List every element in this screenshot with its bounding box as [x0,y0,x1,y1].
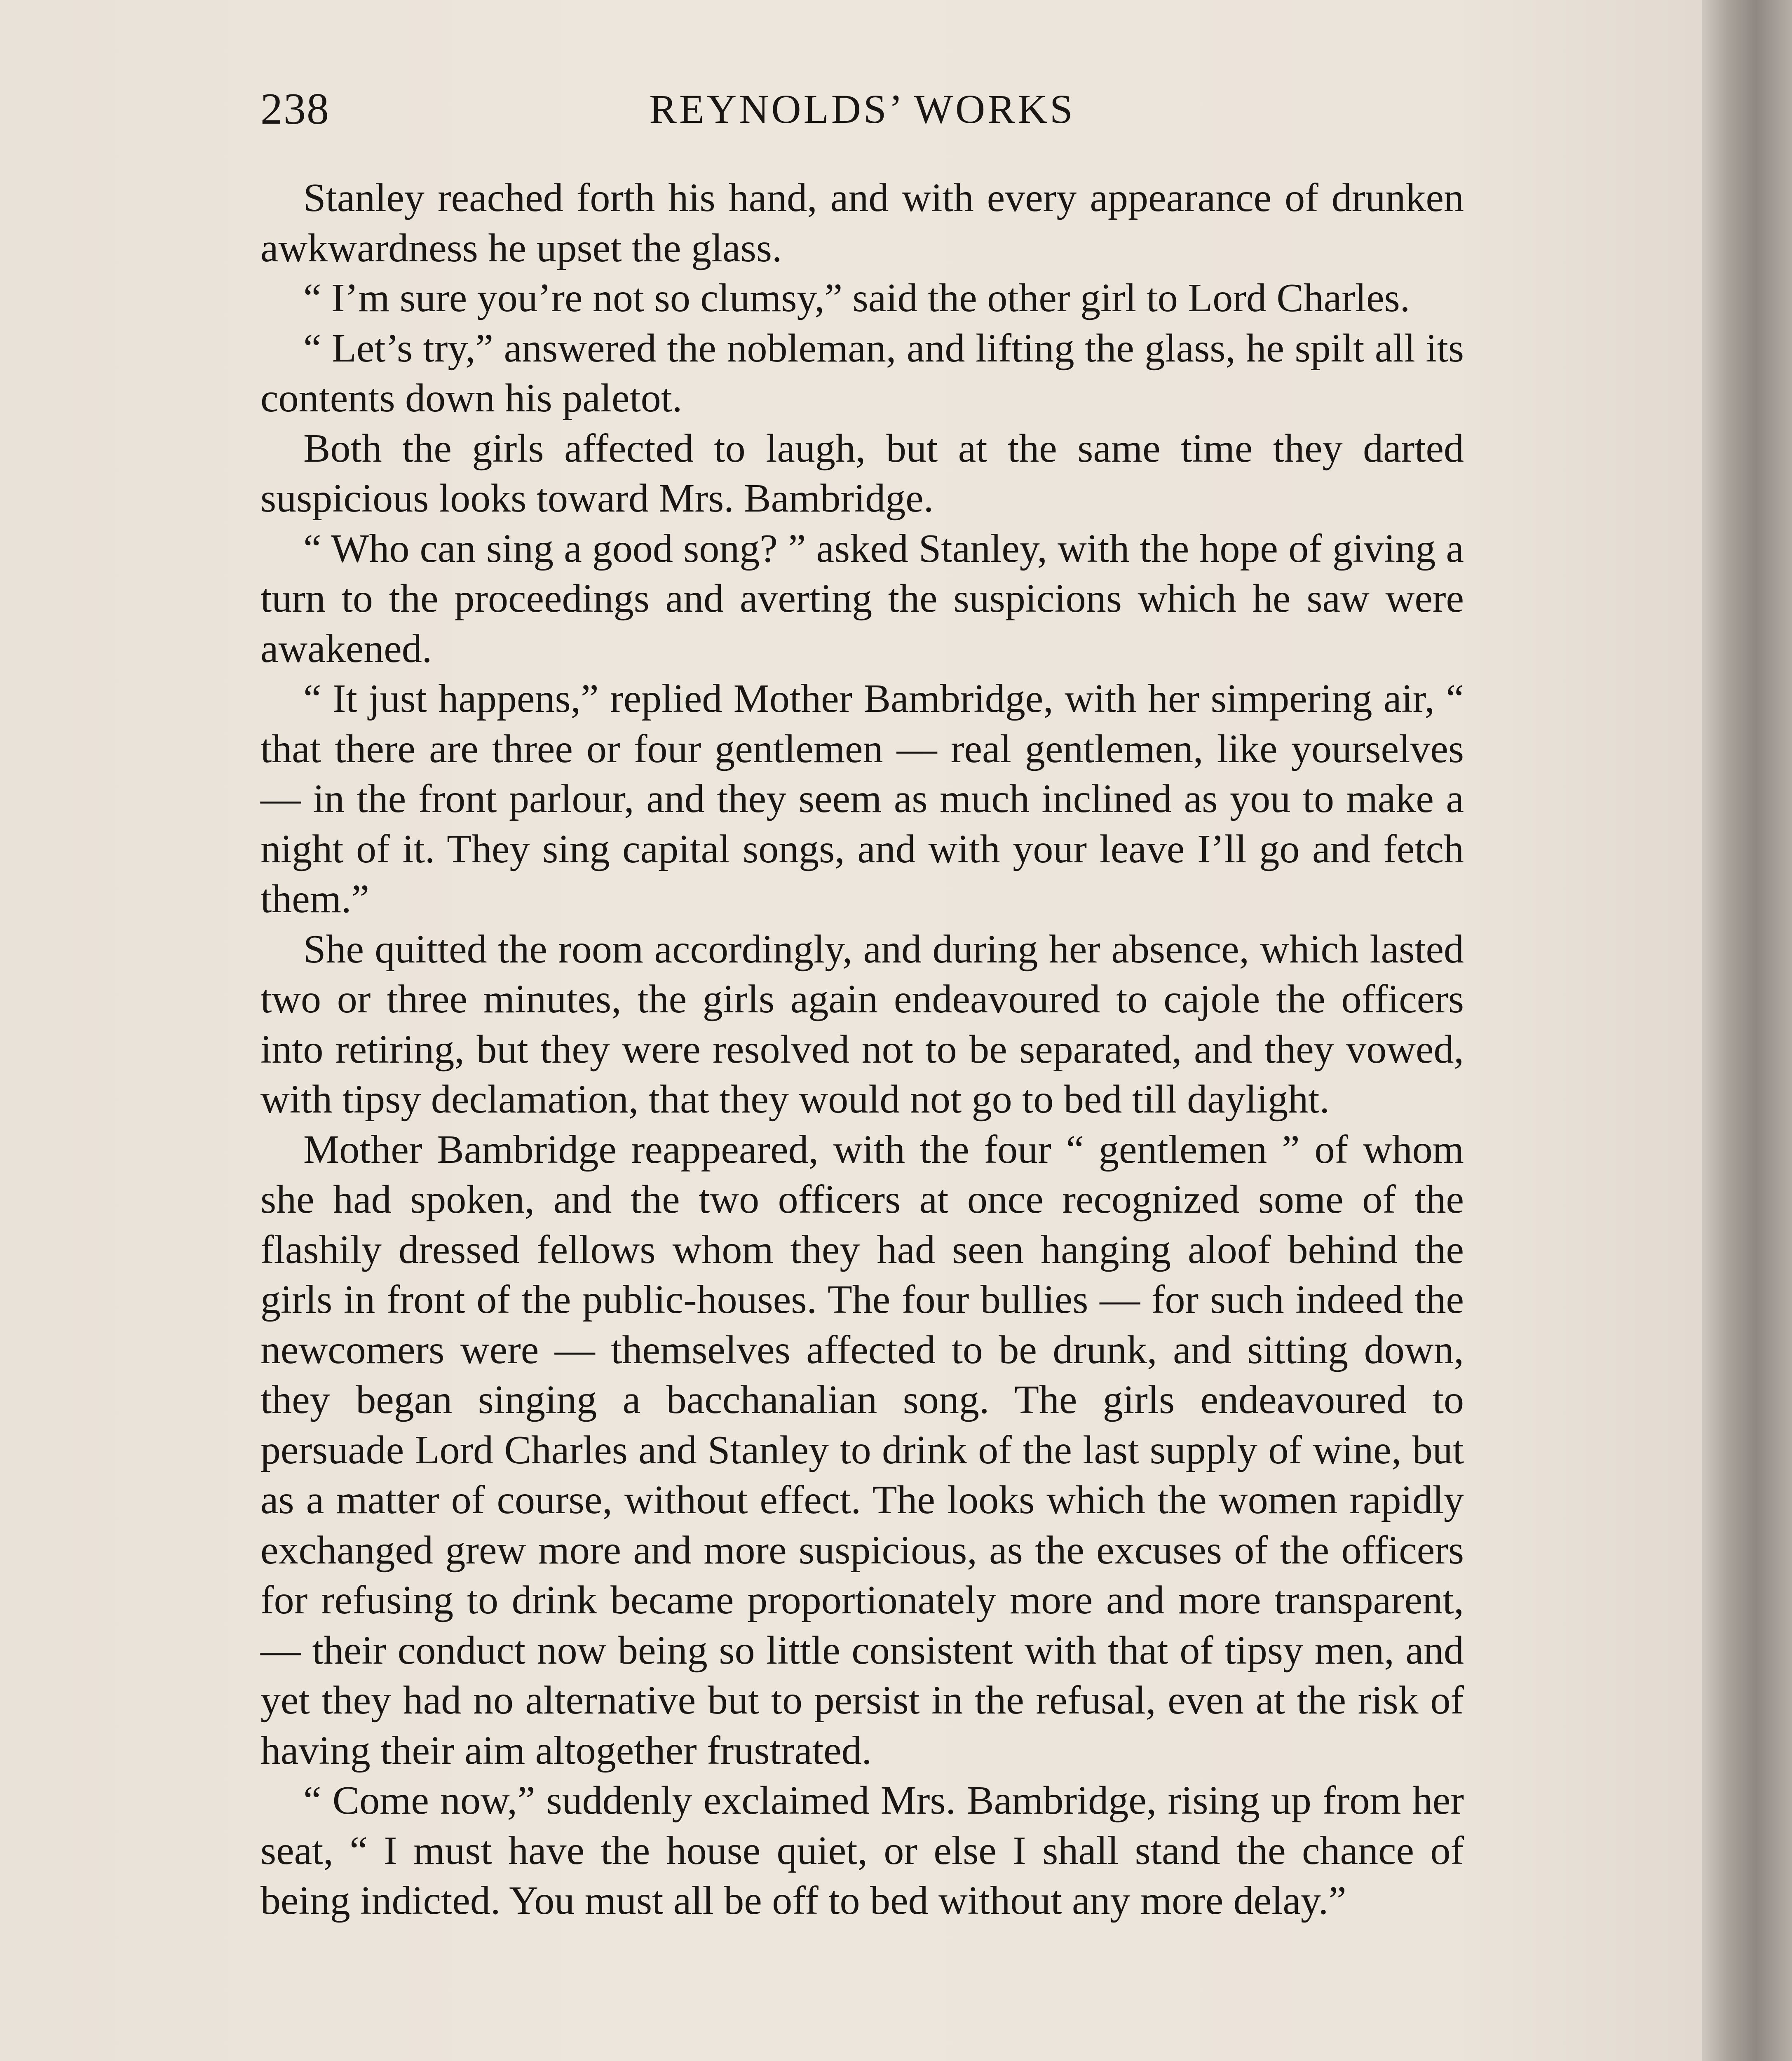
page-edge-shadow [1702,0,1792,2061]
paragraph: Mother Bambridge reappeared, with the four “ gentlemen ” of whom she had spoken, and the two officers at once recognized some of the flashily dressed fellows whom they had seen hanging aloof behind the girls in front of the public-houses. The four bullies — for such indeed the newcomers were — themselves affected to be drunk, and sitting down, they began singing a bacchanalian song. The girls endeavoured to persuade Lord Charles and Stanley to drink of the last supply of wine, but as a matter of course, without effect. The looks which the women rapidly exchanged grew more and more suspicious, as the excuses of the officers for refusing to drink became proportionately more and more transparent, — their conduct now being so little consistent with that of tipsy men, and yet they had no alternative but to persist in the refusal, even at the risk of having their aim altogether frustrated. [260,1127,1464,1773]
paragraph: “ Come now,” suddenly exclaimed Mrs. Bambridge, rising up from her seat, “ I must have the house quiet, or else I shall stand the chance of being indicted. You must all be off to bed without any more delay.” [260,1778,1464,1923]
paragraph: “ Who can sing a good song? ” asked Stanley, with the hope of giving a turn to the proceedings and averting the suspicions which he saw were awakened. [260,526,1464,671]
paragraph: “ Let’s try,” answered the nobleman, and lifting the glass, he spilt all its contents down his paletot. [260,326,1464,420]
page-number: 238 [260,85,330,134]
paragraph: “ It just happens,” replied Mother Bambridge, with her simpering air, “ that there are three or four gentlemen — real gentlemen, like yourselves — in the front parlour, and they seem as much inclined as you to make a night of it. They sing capital songs, and with your leave I’ll go and fetch them.” [260,676,1464,921]
page-header [260,78,1464,140]
body-text [260,173,1464,1926]
paragraph: “ I’m sure you’re not so clumsy,” said the other girl to Lord Charles. [303,276,1410,320]
paragraph: Stanley reached forth his hand, and with every appearance of drunken awkwardness he upset the glass. [260,176,1464,270]
running-head: REYNOLDS’ WORKS [649,86,1075,132]
paragraph: She quitted the room accordingly, and during her absence, which lasted two or three minutes, the girls again endeavoured to cajole the officers into retiring, but they were resolved not to be separated, and they vowed, with tipsy declamation, that they would not go to bed till daylight. [260,927,1464,1122]
paragraph: Both the girls affected to laugh, but at the same time they darted suspicious looks toward Mrs. Bambridge. [260,426,1464,521]
